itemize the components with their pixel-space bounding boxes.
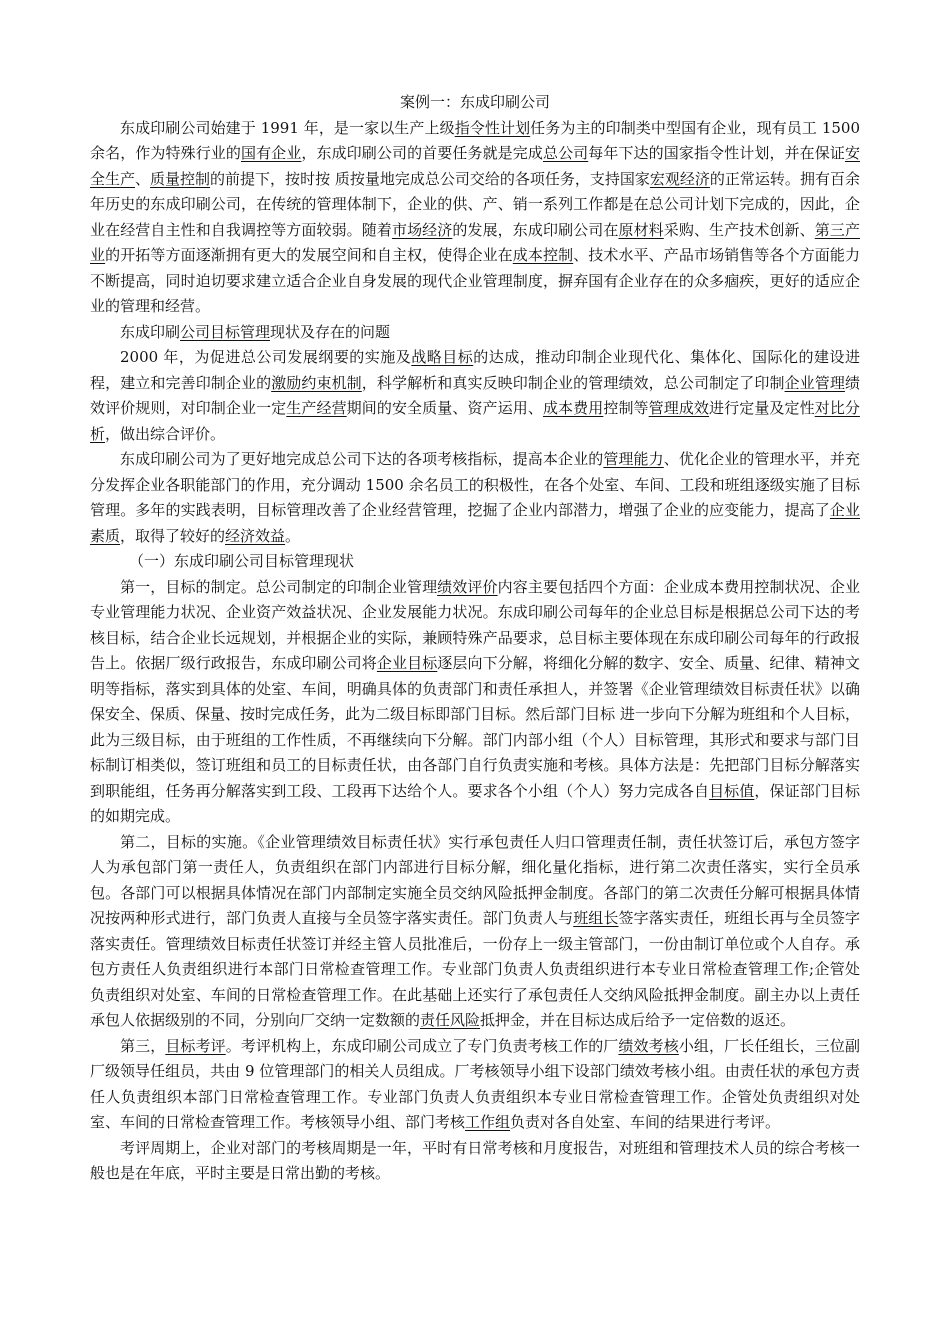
hyperlink-term[interactable]: 第三产业 xyxy=(90,220,860,264)
paragraph-text: 。 xyxy=(285,526,301,545)
paragraph-p7 xyxy=(90,830,860,1034)
paragraph-text: 签字落实责任，班组长再与全员签字落实责任。管理绩效目标责任状签订并经主管人员批准后，一份存上一级主管部门，一份由制订单位或个人自存。承包方责任人负责组织进行本部门日常检查管理工作。专业部门负责人负责组织进行本专业日常检查管理工作;企管处负责组织对处室、车间的日常检查管理工作。在此基础上还实行了承包责任人交纳风险抵押金制度。副主办以上责任承包人依据级别的不同，分别向厂交纳一定数额的 xyxy=(90,909,860,1029)
hyperlink-term[interactable]: 工作组 xyxy=(465,1113,511,1131)
paragraph-text: ，取得了较好的 xyxy=(120,526,226,545)
hyperlink-term[interactable]: 班组长 xyxy=(573,909,619,927)
paragraph-text: 第三， xyxy=(120,1036,166,1055)
hyperlink-term[interactable]: 总公司 xyxy=(542,144,589,162)
paragraph-text: 的正常运转。拥有百余年历史的东成印刷公司，在传统的管理体制下，企业的供、产、销一系列工作都是在总公司计划下完成的，因此，企业在经营自主性和自我调控等方面较弱。随着 xyxy=(90,169,860,239)
hyperlink-term[interactable]: 企业素质 xyxy=(90,501,860,545)
paragraph-text: 、 xyxy=(135,169,151,188)
paragraph-p5 xyxy=(90,549,860,575)
paragraph-text: 控制等 xyxy=(603,399,649,417)
paragraph-p6 xyxy=(90,575,860,830)
hyperlink-term[interactable]: 企业目标 xyxy=(376,654,438,672)
paragraph-p4 xyxy=(90,447,860,549)
paragraph-p8 xyxy=(90,1034,860,1136)
paragraph-text: 内容主要包括四个方面：企业成本费用控制状况、企业专业管理能力状况、企业资产效益状况、企业发展能力状况。东成印刷公司每年的企业总目标是根据总公司下达的考核目标，结合企业长远规划，并根据企业的实际，兼顾特殊产品要求，总目标主要体现在东成印刷公司每年的行政报告上。依据厂级行政报告，东成印刷公司将 xyxy=(90,577,860,672)
paragraph-p2 xyxy=(90,320,860,346)
hyperlink-term[interactable]: 宏观经济 xyxy=(649,169,710,188)
paragraph-text: 、技术水平、产品市场销售等各个方面能力不断提高，同时迫切要求建立适合企业自身发展的现代企业管理制度，摒弃国有企业存在的众多痼疾，更好的适应企业的管理和经营。 xyxy=(90,246,860,315)
paragraph-text: 东成印刷公司始建于 1991 年，是一家以生产上级 xyxy=(120,118,455,137)
hyperlink-term[interactable]: 绩效评价 xyxy=(437,577,498,596)
paragraph-text: 第二，目标的实施。《企业管理绩效目标责任状》实行承包责任人归口管理责任制，责任状签订后，承包方签字人为承包部门第一责任人，负责组织在部门内部进行目标分解，细化量化指标，进行第二次责任落实，实行全员承包。各部门可以根据具体情况在部门内部制定实施全员交纳风险抵押金制度。各部门的第二次责任分解可根据具体情况按两种形式进行，部门负责人直接与全员签字落实责任。部门负责人与 xyxy=(90,832,860,927)
paragraph-text: ，保证部门目标的如期完成。 xyxy=(90,781,860,825)
document-body xyxy=(90,116,860,1187)
hyperlink-term[interactable]: 目标值 xyxy=(709,781,755,800)
paragraph-text: 的发展，东成印刷公司在 xyxy=(452,220,619,239)
paragraph-text: 东成印刷公司为了更好地完成总公司下达的各项考核指标，提高本企业的 xyxy=(120,450,604,468)
hyperlink-term[interactable]: 对比分析 xyxy=(90,399,860,443)
paragraph-text: 采购、生产技术创新、 xyxy=(663,220,815,239)
paragraph-text: 小组，厂长任组长，三位副厂级领导任组员，共由 9 位管理部门的相关人员组成。厂考核领导小组下设部门绩效考核小组。由责任状的承包方责任人负责组织本部门日常检查管理工作。专业部门负责人负责组织本专业日常检查管理工作。企管处负责组织对处室、车间的日常检查管理工作。考核领导小组、部门考核 xyxy=(90,1036,860,1131)
paragraph-text: 。考评机构上，东成印刷公司成立了专门负责考核工作的厂 xyxy=(225,1036,619,1055)
hyperlink-term[interactable]: 生产经营 xyxy=(286,399,347,417)
hyperlink-term[interactable]: 管理能力 xyxy=(603,450,664,468)
paragraph-text: 第一，目标的制定。总公司制定的印制企业管理 xyxy=(120,577,438,596)
paragraph-text: 的前提下，按时按 质按量地完成总公司交给的各项任务，支持国家 xyxy=(210,169,650,188)
paragraph-text: 负责对各自处室、车间的结果进行考评。 xyxy=(510,1113,781,1131)
hyperlink-term[interactable]: 责任风险 xyxy=(420,1011,481,1029)
hyperlink-term[interactable]: 绩效考核 xyxy=(618,1036,679,1055)
paragraph-text: 2000 年，为促进总公司发展纲要的实施及 xyxy=(120,348,412,366)
paragraph-text: 、优化企业的管理水平，并充分发挥企业各职能部门的作用，充分调动 1500 余名员工的积极性，在各个处室、车间、工段和班组逐级实施了目标管理。多年的实践表明，目标管理改善了企业经营管理，挖掘了企业内部潜力，增强了企业的应变能力，提高了 xyxy=(90,450,860,519)
hyperlink-term[interactable]: 激励约束机制 xyxy=(271,373,362,392)
hyperlink-term[interactable]: 公司目标管理 xyxy=(180,322,271,341)
paragraph-text: 考评周期上，企业对部门的考核周期是一年，平时有日常考核和月度报告，对班组和管理技术人员的综合考核一般也是在年底，平时主要是日常出勤的考核。 xyxy=(90,1138,860,1182)
hyperlink-term[interactable]: 市场经济 xyxy=(391,220,453,239)
paragraph-text: ，做出综合评价。 xyxy=(105,424,226,443)
hyperlink-term[interactable]: 指令性计划 xyxy=(454,118,531,137)
hyperlink-term[interactable]: 企业管理 xyxy=(784,373,845,392)
hyperlink-term[interactable]: 经济效益 xyxy=(225,526,286,545)
hyperlink-term[interactable]: 质量控制 xyxy=(150,169,211,188)
hyperlink-term[interactable]: 成本费用 xyxy=(542,399,604,417)
paragraph-text: ，东成印刷公司的首要任务就是完成 xyxy=(301,144,543,162)
paragraph-text: （一）东成印刷公司目标管理现状 xyxy=(129,552,355,570)
paragraph-text: ，科学解析和真实反映印制企业的管理绩效，总公司制定了印制 xyxy=(361,373,785,392)
hyperlink-term[interactable]: 成本控制 xyxy=(512,246,574,264)
paragraph-p3 xyxy=(90,345,860,447)
hyperlink-term[interactable]: 安全生产 xyxy=(90,144,860,188)
paragraph-text: 现状及存在的问题 xyxy=(270,322,391,341)
paragraph-text: 东成印刷 xyxy=(120,322,181,341)
paragraph-text: 抵押金，并在目标达成后给予一定倍数的返还。 xyxy=(480,1011,796,1029)
paragraph-p1 xyxy=(90,116,860,320)
hyperlink-term[interactable]: 管理成效 xyxy=(648,399,710,417)
paragraph-text: 绩效评价规则，对印制企业一定 xyxy=(90,373,860,417)
paragraph-text: 的开拓等方面逐渐拥有更大的发展空间和自主权，使得企业在 xyxy=(105,246,513,264)
paragraph-text: 进行定量及定性 xyxy=(709,399,815,417)
paragraph-text: 期间的安全质量、资产运用、 xyxy=(346,399,543,417)
paragraph-text: 任务为主的印制类中型国有企业，现有员工 1500 余名，作为特殊行业的 xyxy=(90,118,860,162)
hyperlink-term[interactable]: 国有企业 xyxy=(240,144,302,162)
paragraph-p9 xyxy=(90,1136,860,1187)
hyperlink-term[interactable]: 战略目标 xyxy=(411,348,474,366)
paragraph-text: 每年下达的国家指令性计划，并在保证 xyxy=(588,144,845,162)
hyperlink-term[interactable]: 目标考评 xyxy=(165,1036,226,1055)
hyperlink-term[interactable]: 原材料 xyxy=(618,220,664,239)
document-page xyxy=(90,90,860,1187)
page-title: 案例一：东成印刷公司 xyxy=(399,93,550,111)
paragraph-text: 的达成，推动印制企业现代化、集体化、国际化的建设进程，建立和完善印制企业的 xyxy=(90,348,860,392)
paragraph-text: 逐层向下分解，将细化分解的数字、安全、质量、纪律、精神文明等指标，落实到具体的处室、车间，明确具体的负责部门和责任承担人，并签署《企业管理绩效目标责任状》以确保安全、保质、保量、按时完成任务，此为二级目标即部门目标。然后部门目标 进一步向下分解为班组和个人目标，此为三级目标，由于班组的工作性质，不再继续向下分解。部门内部小组（个人）目标管理，其形式和要求与部门目标制订相类似，签订班组和员工的目标责任状，由各部门自行负责实施和考核。具体方法是：先把部门目标分解落实到职能组，任务再分解落实到工段、工段再下达给个人。要求各个小组（个人）努力完成各自 xyxy=(90,654,860,800)
